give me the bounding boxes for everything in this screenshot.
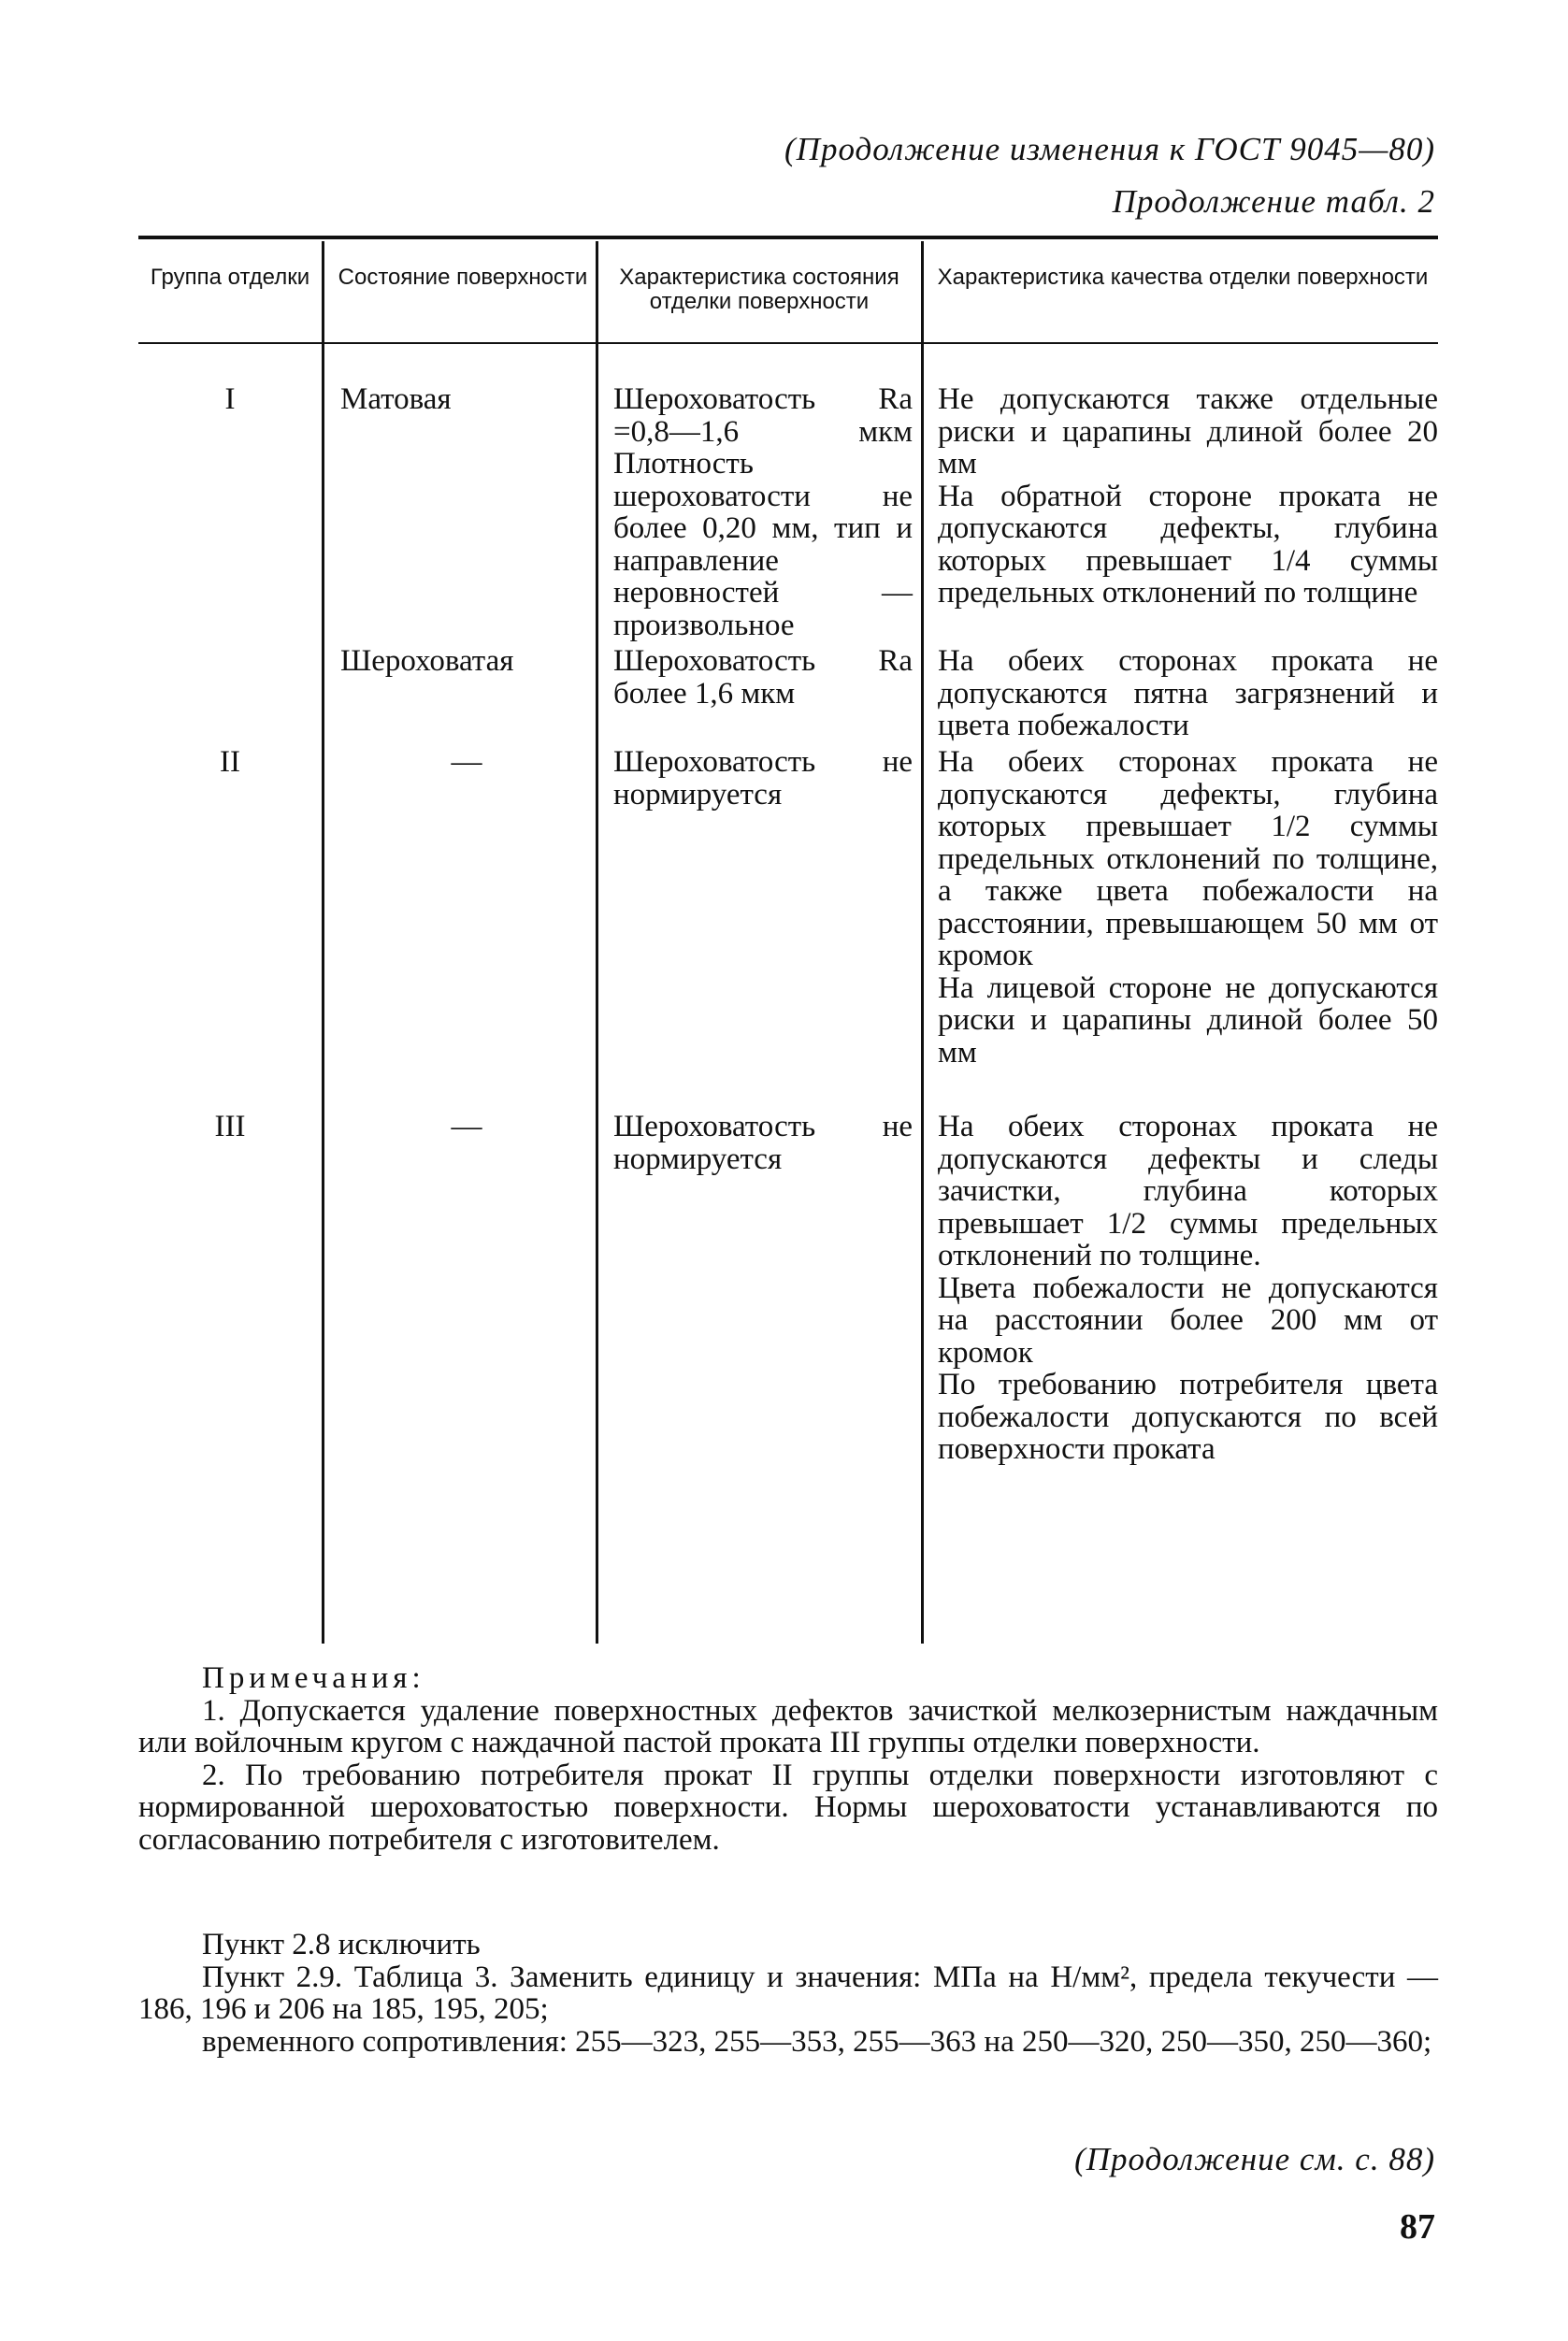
quality-cell — [938, 1111, 1438, 1466]
finish-characteristic-cell: Шероховатость не нормируется — [613, 745, 913, 811]
amendments-section — [138, 1929, 1438, 2058]
column-divider-2 — [596, 241, 598, 1644]
quality-item: На обеих сторонах проката не допускаются дефекты, глубина которых превышает 1/2 суммы предельных отклонений по толщине, а также цвета побежалости на расстоянии, превышающем 50 мм от кромок — [938, 745, 1438, 972]
column-header-finish-characteristic: Характеристика состояния отделки поверхности — [619, 265, 899, 314]
column-divider-3 — [921, 241, 924, 1644]
finish-characteristic-cell: Шероховатость не нормируется — [613, 1110, 913, 1176]
page-header-continuation: (Продолжение изменения к ГОСТ 9045—80) — [784, 131, 1435, 167]
finish-characteristic-cell: Шероховатость Ra =0,8—1,6 мкм Плотность шероховатости не более 0,20 мм, тип и направление неровностей — произвольное — [613, 382, 913, 642]
quality-item: На обеих сторонах проката не допускаются дефекты и следы зачистки, глубина которых превышает 1/2 суммы предельных отклонений по толщине. — [938, 1110, 1438, 1272]
notes-title: Примечания: — [202, 1661, 425, 1695]
group-cell: III — [214, 1110, 246, 1143]
quality-item: На лицевой стороне не допускаются риски и царапины длиной более 50 мм — [938, 970, 1438, 1070]
surface-state-cell: Матовая — [340, 382, 452, 416]
note-item: 1. Допускается удаление поверхностных дефектов зачисткой мелкозернистым наждачным или войлочным кругом с наждачной пастой проката III группы отделки поверхности. — [138, 1693, 1438, 1759]
quality-cell — [938, 645, 1438, 742]
group-cell: I — [224, 382, 236, 416]
notes-section — [138, 1662, 1438, 1856]
quality-item: На обратной стороне проката не допускаются дефекты, глубина которых превышает 1/4 суммы предельных отклонений по толщине — [938, 479, 1438, 610]
table-continuation-label: Продолжение табл. 2 — [1112, 183, 1435, 220]
quality-cell — [938, 383, 1438, 610]
column-header-group: Группа отделки — [150, 265, 310, 290]
quality-item: На обеих сторонах проката не допускаются пятна загрязнений и цвета побежалости — [938, 644, 1438, 742]
quality-item: По требованию потребителя цвета побежалости допускаются по всей поверхности проката — [938, 1368, 1438, 1466]
surface-state-cell: — — [451, 745, 482, 779]
amendment-item: Пункт 2.8 исключить — [202, 1928, 481, 1961]
quality-cell — [938, 746, 1438, 1069]
page-number: 87 — [1400, 2207, 1435, 2247]
quality-item: Цвета побежалости не допускаются на расстоянии более 200 мм от кромок — [938, 1271, 1438, 1370]
note-item: 2. По требованию потребителя прокат II группы отделки поверхности изготовляют с нормированной шероховатостью поверхности. Нормы шероховатости устанавливаются по согласованию потребителя с изготовителем. — [138, 1758, 1438, 1857]
amendment-item: временного сопротивления: 255—323, 255—353, 255—363 на 250—320, 250—350, 250—360; — [202, 2024, 1432, 2059]
surface-state-cell: — — [451, 1110, 482, 1143]
quality-item: Не допускаются также отдельные риски и царапины длиной более 20 мм — [938, 382, 1438, 481]
column-divider-1 — [322, 241, 324, 1644]
amendment-item: Пункт 2.9. Таблица 3. Заменить единицу и значения: МПа на Н/мм², предела текучести — 186, 196 и 206 на 185, 195, 205; — [138, 1960, 1438, 2026]
footer-continuation: (Продолжение см. с. 88) — [1074, 2141, 1435, 2177]
group-cell: II — [220, 745, 240, 779]
surface-state-cell: Шероховатая — [340, 644, 514, 678]
finish-characteristic-cell: Шероховатость Ra более 1,6 мкм — [613, 644, 913, 711]
column-header-surface-state: Состояние поверхности — [338, 265, 588, 290]
column-header-quality-characteristic: Характеристика качества отделки поверхности — [937, 265, 1429, 290]
table-top-rule — [138, 236, 1438, 239]
table-header-rule — [138, 342, 1438, 344]
